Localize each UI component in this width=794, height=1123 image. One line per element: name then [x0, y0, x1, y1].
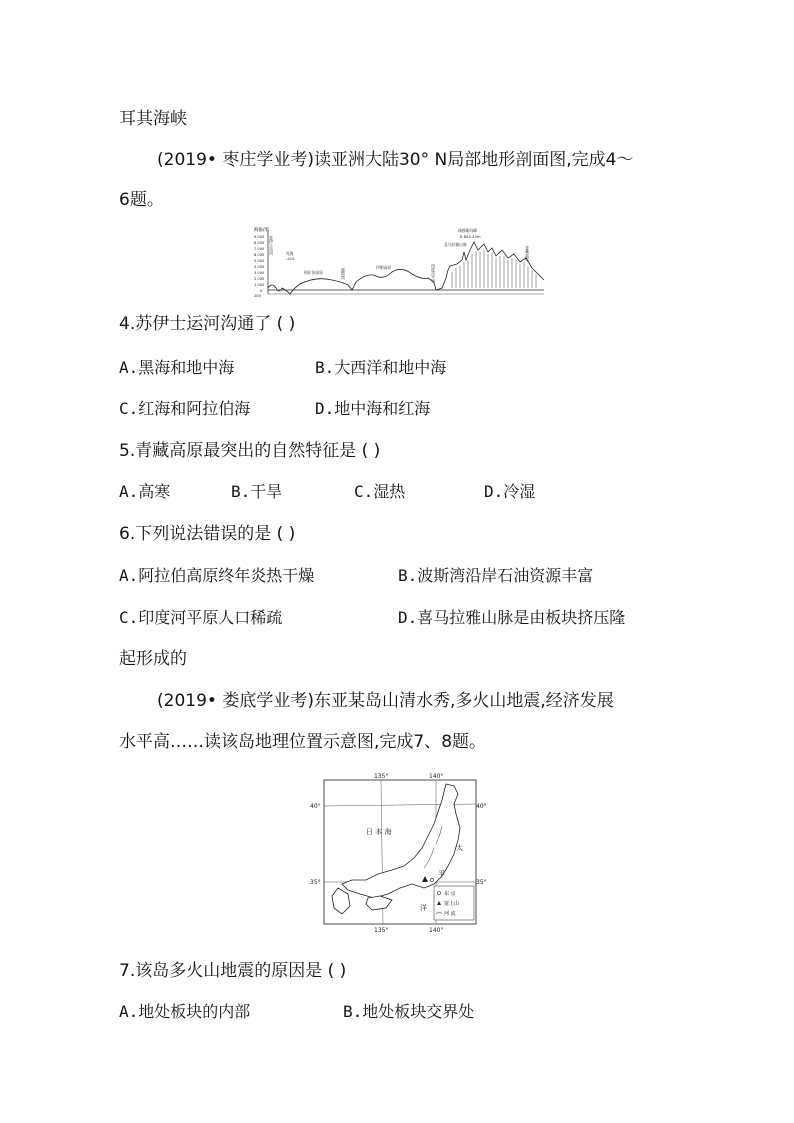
question-6: 6.下列说法错误的是 ( ): [119, 524, 296, 544]
label-everest: 珠穆朗玛峰: [458, 228, 477, 233]
lon-top-140: 140°: [429, 773, 444, 780]
terrain-outline: [268, 242, 544, 294]
option-6a: A.阿拉伯高原终年炎热干燥: [119, 566, 315, 585]
tick-label: 1 000: [254, 283, 265, 287]
label-suez: 苏伊士运河: [269, 236, 275, 255]
label-pacific-3: 洋: [420, 904, 427, 912]
terrain-profile-figure: [252, 222, 546, 298]
question-intro-2: (2019• 娄底学业考)东亚某岛山清水秀,多火山地震,经济发展: [157, 691, 614, 711]
option-5c: C.湿热: [354, 482, 406, 501]
altitude-axis-label: 海拔/米: [254, 228, 270, 233]
text-line: 耳其海峡: [119, 109, 187, 129]
tick-label: 2 000: [254, 277, 265, 281]
label-persian-gulf: 波斯湾: [341, 268, 347, 280]
legend-tokyo: 东 京: [444, 891, 456, 897]
legend-river: 河 流: [444, 911, 456, 917]
question-5: 5.青藏高原最突出的自然特征是 ( ): [119, 441, 381, 461]
lon-bottom-135: 135°: [374, 927, 389, 934]
tick-label: 9 000: [254, 235, 265, 239]
option-7b: B.地处板块交界处: [343, 1002, 475, 1021]
tokyo-marker: [430, 878, 433, 881]
tick-label: 0: [260, 289, 263, 293]
option-7a: A.地处板块的内部: [119, 1002, 251, 1021]
question-4: 4.苏伊士运河沟通了 ( ): [119, 314, 296, 334]
tick-label: 6 000: [254, 253, 265, 257]
option-6d-cont: 起形成的: [119, 649, 187, 669]
lat-left-40: 40°: [310, 803, 321, 810]
label-himalaya: 喜马拉雅山脉: [444, 242, 467, 247]
label-arabian-plateau: 阿拉伯高原: [304, 270, 323, 275]
label-dead-sea: 死海: [286, 251, 294, 256]
lat-left-35: 35°: [310, 879, 321, 886]
question-intro-cont: 6题。: [119, 190, 164, 210]
tick-label: 8 000: [254, 241, 265, 245]
option-6b: B.波斯湾沿岸石油资源丰富: [398, 566, 594, 585]
option-4b: B.大西洋和地中海: [315, 358, 447, 377]
option-5b: B.干旱: [231, 482, 283, 501]
option-6c: C.印度河平原人口稀疏: [119, 608, 283, 627]
legend-tokyo-icon: [438, 892, 441, 895]
option-6d: D.喜马拉雅山脉是由板块挤压隆: [398, 608, 626, 627]
label-pacific-2: 平: [438, 870, 445, 878]
lat-right-40: 40°: [476, 803, 487, 810]
legend-fuji: 富士山: [444, 901, 460, 907]
label-pacific-1: 太: [456, 844, 463, 852]
island-map-svg: [308, 770, 492, 934]
tick-label: 200: [254, 294, 261, 298]
option-4a: A.黑海和地中海: [119, 358, 235, 377]
tick-label: 7 000: [254, 247, 265, 251]
tick-label: 4 000: [254, 265, 265, 269]
label-tibetan-plateau: 青藏高原: [525, 246, 531, 262]
option-5d: D.冷湿: [484, 482, 536, 501]
label-sea-of-japan: 日 本 海: [366, 828, 392, 836]
tick-label: 3 000: [254, 271, 265, 275]
question-7: 7.该岛多火山地震的原因是 ( ): [119, 961, 347, 981]
lon-top-135: 135°: [374, 773, 389, 780]
island-map-figure: [308, 770, 492, 934]
label-everest-value: 8 844.43m: [460, 234, 481, 239]
label-iranian-plateau: 伊朗高原: [376, 265, 392, 270]
label-dead-sea-value: -415: [286, 256, 295, 261]
map-legend: [434, 886, 474, 920]
option-4c: C.红海和阿拉伯海: [119, 399, 251, 418]
tick-label: 5 000: [254, 259, 265, 263]
option-4d: D.地中海和红海: [315, 399, 431, 418]
lon-bottom-140: 140°: [429, 927, 444, 934]
terrain-profile-svg: [252, 222, 546, 298]
lat-right-35: 35°: [476, 879, 487, 886]
question-intro-2-cont: 水平高……读该岛地理位置示意图,完成7、8题。: [119, 732, 487, 752]
question-intro: (2019• 枣庄学业考)读亚洲大陆30° N局部地形剖面图,完成4～: [157, 150, 634, 170]
option-5a: A.高寒: [119, 482, 171, 501]
label-indus-plain: 印度河平原: [431, 264, 437, 283]
